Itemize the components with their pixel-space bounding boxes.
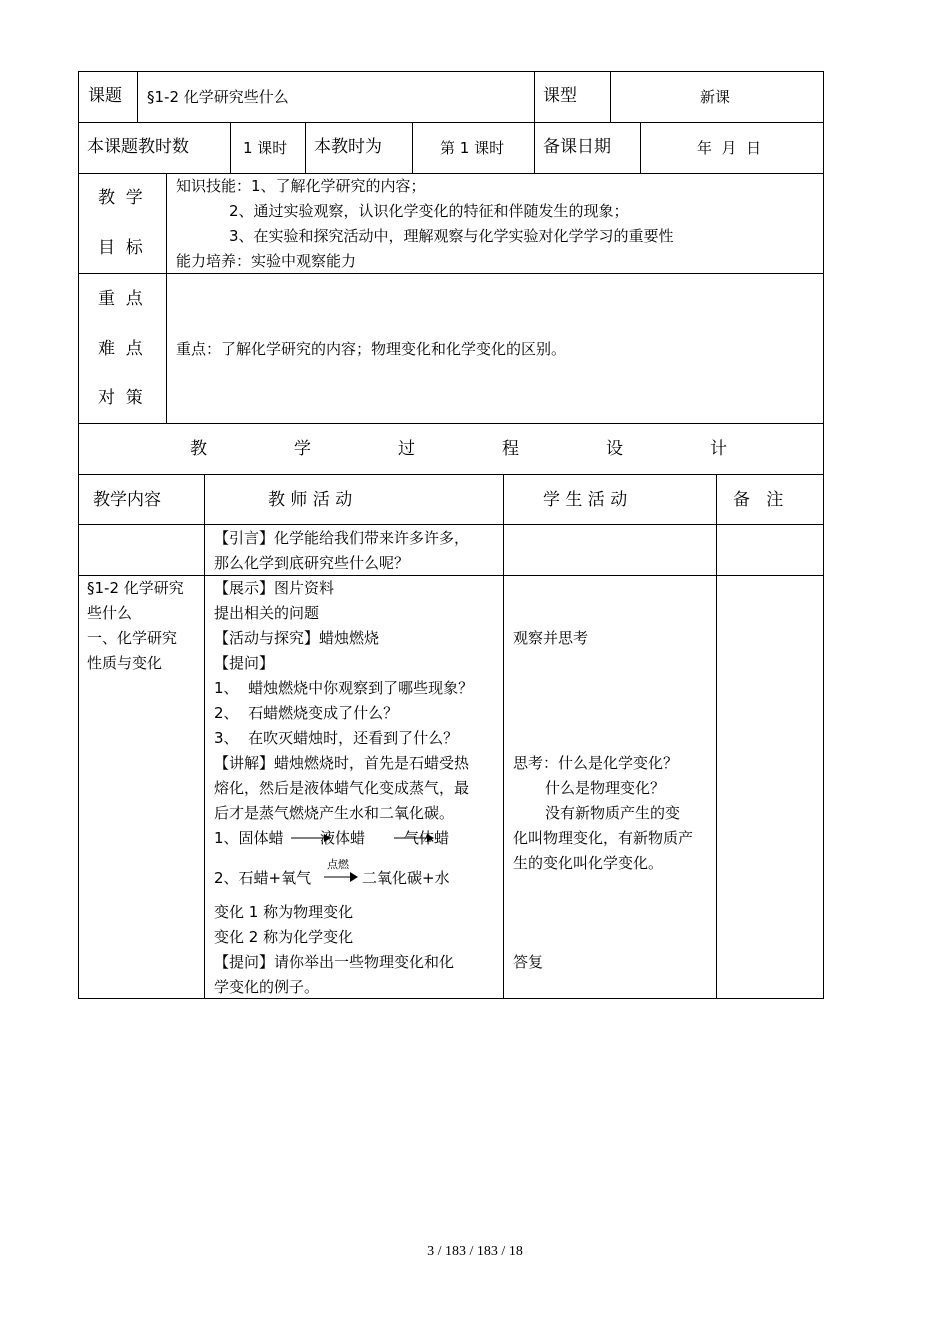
col-header-teacher: 教 师 活 动 bbox=[268, 490, 353, 510]
equation-2-products: 二氧化碳+水 bbox=[362, 869, 450, 887]
content-line: 些什么 bbox=[87, 604, 133, 622]
prep-date-value: 年 月 日 bbox=[697, 139, 762, 157]
teacher-activity-line: 变化 1 称为物理变化 bbox=[214, 903, 354, 921]
teacher-activity-line: 变化 2 称为化学变化 bbox=[214, 928, 354, 946]
focus-text: 重点：了解化学研究的内容；物理变化和化学变化的区别。 bbox=[176, 340, 567, 358]
teacher-activity-line: 那么化学到底研究些什么呢？ bbox=[214, 554, 410, 572]
course-type-label: 课型 bbox=[543, 86, 577, 106]
goals-label-2: 目 标 bbox=[98, 238, 143, 258]
process-title: 教 学 过 程 设 计 bbox=[190, 439, 768, 459]
total-hours-value: 1 课时 bbox=[243, 139, 288, 157]
student-activity-line: 没有新物质产生的变 bbox=[545, 804, 681, 822]
course-type-value: 新课 bbox=[700, 88, 731, 106]
student-activity-line: 答复 bbox=[513, 953, 544, 971]
equation-2-arrow bbox=[324, 871, 358, 883]
goal-line: 3、在实验和探究活动中，理解观察与化学实验对化学学习的重要性 bbox=[229, 227, 674, 245]
equation-2-condition: 点燃 bbox=[327, 858, 349, 871]
goal-line: 能力培养：实验中观察能力 bbox=[176, 252, 357, 270]
student-activity-line: 什么是物理变化？ bbox=[545, 779, 666, 797]
focus-label-2: 难 点 bbox=[98, 339, 143, 359]
student-activity-line: 生的变化叫化学变化。 bbox=[513, 854, 664, 872]
topic-label: 课题 bbox=[88, 86, 122, 106]
focus-label-3: 对 策 bbox=[98, 388, 143, 408]
equation-2-reactants: 2、石蜡+氧气 bbox=[214, 869, 312, 887]
teacher-activity-line: 【提问】请你举出一些物理变化和化 bbox=[214, 953, 455, 971]
teacher-activity-line: 学变化的例子。 bbox=[214, 978, 320, 996]
teacher-activity-line: 熔化，然后是液体蜡气化变成蒸气，最 bbox=[214, 779, 470, 797]
student-activity-line: 化叫物理变化，有新物质产 bbox=[513, 829, 694, 847]
current-session-value: 第 1 课时 bbox=[440, 139, 505, 157]
teacher-activity-line: 提出相关的问题 bbox=[214, 604, 320, 622]
focus-label-1: 重 点 bbox=[98, 289, 143, 309]
equation-1-start: 1、固体蜡 bbox=[214, 829, 284, 847]
teacher-activity-line: 【提问】 bbox=[214, 654, 275, 672]
col-header-notes: 备 注 bbox=[733, 490, 784, 510]
topic-value: §1-2 化学研究些什么 bbox=[147, 88, 289, 106]
content-line: 性质与变化 bbox=[87, 654, 163, 672]
teacher-activity-line: 后才是蒸气燃烧产生水和二氧化碳。 bbox=[214, 804, 455, 822]
page-number: 3 / 183 / 183 / 18 bbox=[427, 1244, 523, 1259]
total-hours-label: 本课题教时数 bbox=[87, 137, 189, 157]
prep-date-label: 备课日期 bbox=[543, 137, 611, 157]
student-activity-line: 思考：什么是化学变化？ bbox=[513, 754, 679, 772]
teacher-activity-line: 3、 在吹灭蜡烛时，还看到了什么？ bbox=[214, 729, 459, 747]
teacher-activity-line: 【引言】化学能给我们带来许多许多， bbox=[214, 529, 470, 547]
equation-1-end: 气体蜡 bbox=[404, 829, 450, 847]
teacher-activity-line: 2、 石蜡燃烧变成了什么？ bbox=[214, 704, 399, 722]
content-line: §1-2 化学研究 bbox=[87, 579, 184, 597]
teacher-activity-line: 1、 蜡烛燃烧中你观察到了哪些现象？ bbox=[214, 679, 474, 697]
equation-1-middle: 液体蜡 bbox=[320, 829, 366, 847]
col-header-content: 教学内容 bbox=[93, 490, 161, 510]
teacher-activity-line: 【讲解】蜡烛燃烧时，首先是石蜡受热 bbox=[214, 754, 470, 772]
goal-line: 2、通过实验观察，认识化学变化的特征和伴随发生的现象； bbox=[229, 202, 629, 220]
goals-label-1: 教 学 bbox=[98, 188, 143, 208]
goal-line: 知识技能：1、了解化学研究的内容； bbox=[176, 177, 426, 195]
current-session-label: 本教时为 bbox=[314, 137, 382, 157]
student-activity-line: 观察并思考 bbox=[513, 629, 589, 647]
teacher-activity-line: 【展示】图片资料 bbox=[214, 579, 335, 597]
content-line: 一、化学研究 bbox=[87, 629, 178, 647]
col-header-student: 学 生 活 动 bbox=[543, 490, 628, 510]
teacher-activity-line: 【活动与探究】蜡烛燃烧 bbox=[214, 629, 380, 647]
